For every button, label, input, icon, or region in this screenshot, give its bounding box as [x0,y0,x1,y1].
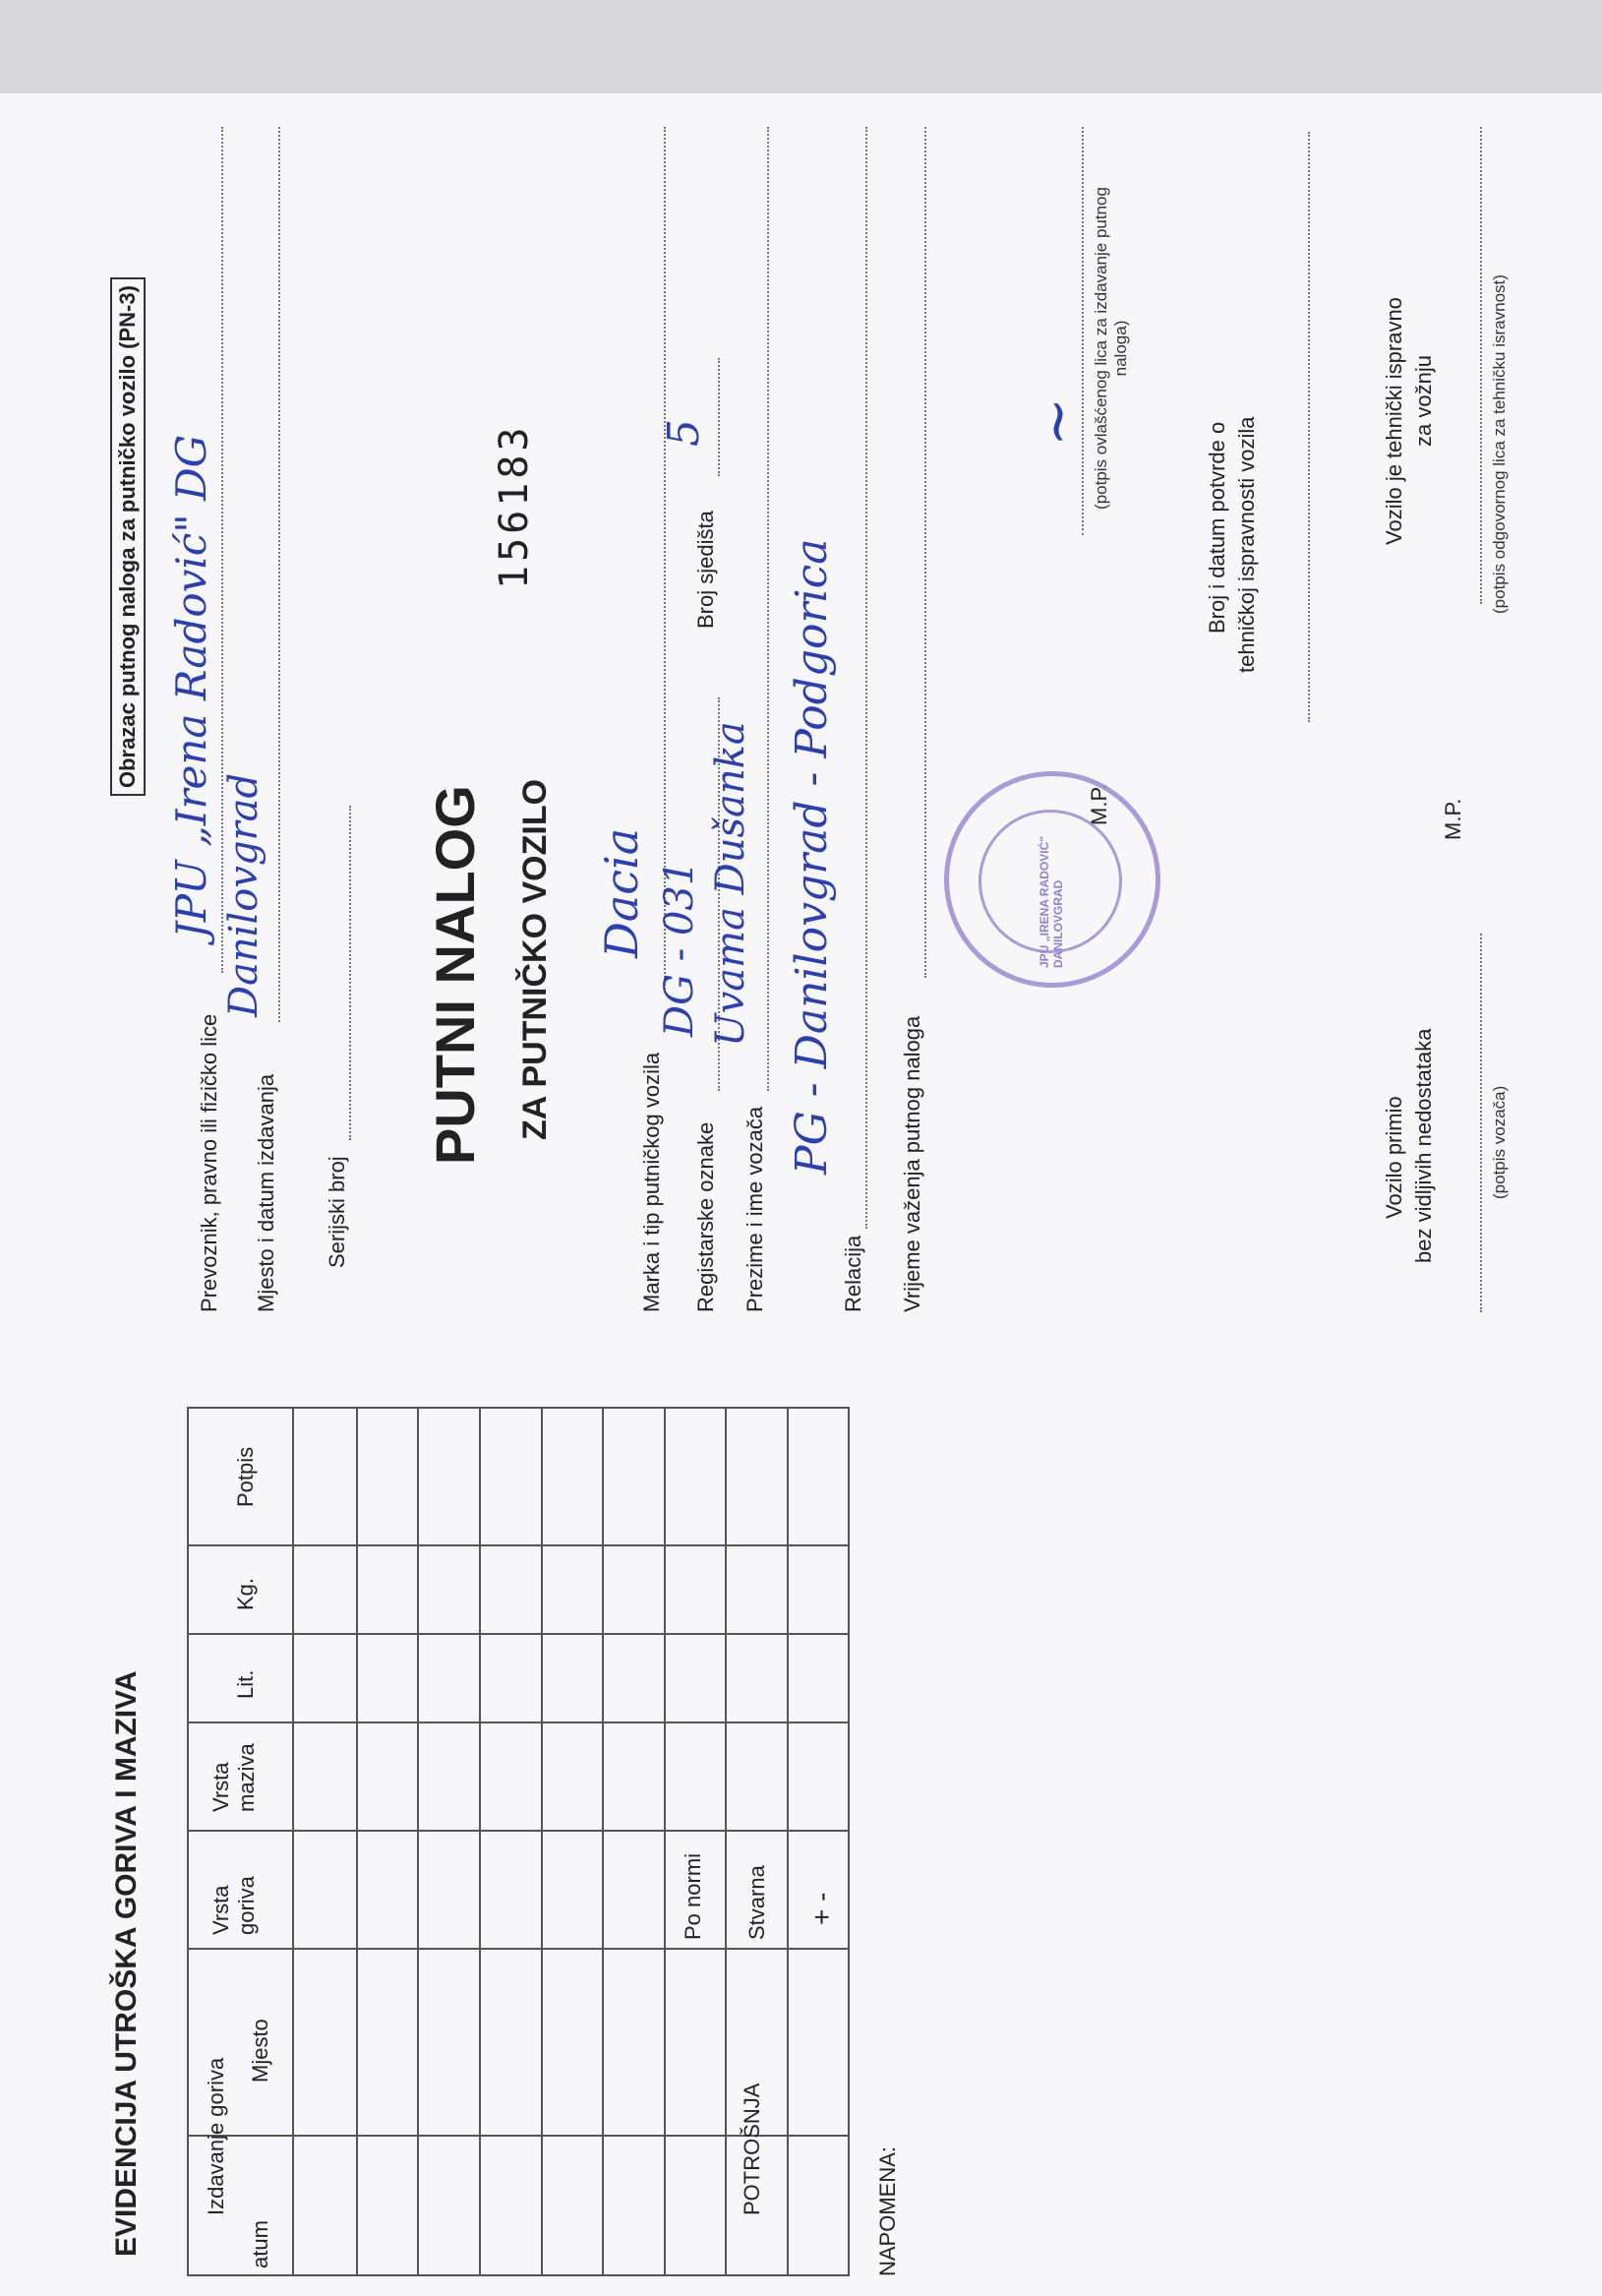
serial-label: Serijski broj [325,1156,349,1268]
note-label: NAPOMENA: [875,2145,900,2276]
fuel-table [187,1407,850,2276]
col-kg: Kg. [233,1577,258,1610]
route-label: Relacija [841,1235,865,1312]
col-lubricant-type: Vrsta maziva [208,1743,259,1812]
page-title: PUTNI NALOG [424,785,486,1165]
col-date: atum [248,2220,272,2268]
mp-stamp-label: M.P. [1087,783,1111,825]
place-date-value: Danilovgrad [221,772,267,1017]
authorized-signature: ~ [1023,396,1092,447]
make-type-value: Dacia [595,827,648,958]
consumption-diff: + - [806,1892,837,1925]
order-number: 156183 [492,423,537,589]
carrier-label: Prevoznik, pravno ili fizičko lice [197,1013,221,1312]
place-date-label: Mjesto i datum izdavanja [254,1073,278,1312]
seats-label: Broj sjedišta [693,511,718,629]
form-code [110,277,146,796]
issued-header: Izdavanje goriva [204,2057,228,2215]
form-code-text: Obrazac putnog naloga za putničko vozilo (PN-3) [115,285,140,788]
tech-number-line1: Broj i datum potvrde o [1205,421,1229,634]
seats-value: 5 [659,419,709,447]
tech-sig-caption: (potpis odgovornog lica za tehničku isravnost) [1490,274,1509,614]
validity-label: Vrijeme važenja putnog naloga [900,1015,924,1312]
received-line2: bez vidljivih nedostataka [1411,1028,1436,1263]
driver-sig-caption: (potpis vozača) [1490,1085,1509,1199]
organization-stamp [944,771,1160,988]
reg-label: Registarske oznake [693,1121,718,1312]
consumption-norm: Po normi [681,1852,705,1940]
stamp-text: JPU „IRENA RADOVIĆ" DANILOVGRAD [1038,836,1065,968]
col-signature: Potpis [233,1446,258,1507]
received-line1: Vozilo primio [1382,1096,1406,1219]
reg-value: DG - 031 [657,860,702,1037]
tech-ok-line2: za vožnju [1411,355,1436,447]
driver-value: Uvama Dušanka [708,721,753,1047]
col-liters: Lit. [233,1669,258,1699]
document-sheet [0,93,1602,2296]
consumption-label: POTROŠNJA [740,2083,764,2215]
make-type-label: Marka i tip putničkog vozila [639,1052,664,1312]
mp-label-2: M.P. [1441,798,1465,840]
carrier-value: JPU „Irena Radović" DG [167,434,215,938]
col-place: Mjesto [248,2019,272,2083]
consumption-actual: Stvarna [744,1865,769,1940]
authorized-sig-caption: (potpis ovlašćenog lica za izdavanje putnog naloga) [1092,187,1130,510]
tech-number-line2: tehničkoj ispravnosti vozila [1234,416,1259,673]
route-value: PG - Danilovgrad - Podgorica [787,538,837,1175]
rotated-form [0,93,1602,2296]
col-fuel-type: Vrsta goriva [208,1876,259,1935]
driver-label: Prezime i ime vozača [742,1106,767,1312]
tech-ok-line1: Vozilo je tehnički ispravno [1382,297,1406,545]
page-subtitle: ZA PUTNIČKO VOZILO [516,778,554,1140]
fuel-section-title: EVIDENCIJA UTROŠKA GORIVA I MAZIVA [110,1670,143,2257]
